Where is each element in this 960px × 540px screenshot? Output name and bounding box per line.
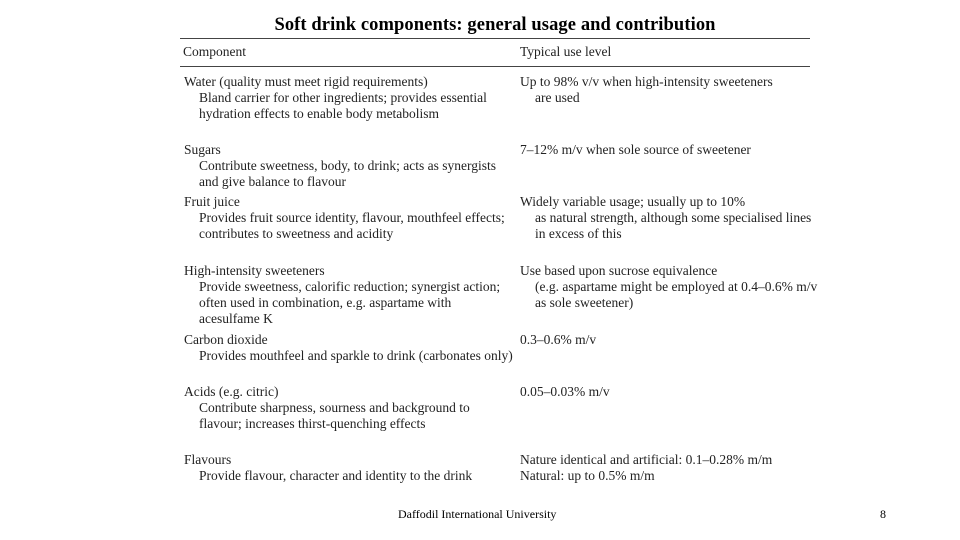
table-top-rule bbox=[180, 38, 810, 39]
use-level: 0.3–0.6% m/v bbox=[520, 332, 597, 347]
use-level-line2: Natural: up to 0.5% m/m bbox=[520, 468, 655, 483]
use-level: Nature identical and artificial: 0.1–0.28% m/m bbox=[520, 452, 773, 467]
use-level: Up to 98% v/v when high-intensity sweeteners bbox=[520, 74, 773, 89]
use-level-continued: as natural strength, although some specialised lines in excess of this bbox=[535, 210, 812, 241]
component-name: High-intensity sweeteners bbox=[184, 263, 325, 278]
use-level-continued: (e.g. aspartame might be employed at 0.4–0.6% m/v as sole sweetener) bbox=[535, 279, 818, 310]
component-description: Bland carrier for other ingredients; provides essential hydration effects to enable body metabolism bbox=[199, 90, 487, 121]
use-level: 7–12% m/v when sole source of sweetener bbox=[520, 142, 751, 157]
component-name: Sugars bbox=[184, 142, 221, 157]
component-description: Contribute sweetness, body, to drink; acts as synergists and give balance to flavour bbox=[199, 158, 496, 189]
header-use-level: Typical use level bbox=[520, 44, 612, 59]
header-component: Component bbox=[183, 44, 246, 59]
component-description: Contribute sharpness, sourness and background to flavour; increases thirst-quenching effects bbox=[199, 400, 470, 431]
component-name: Carbon dioxide bbox=[184, 332, 268, 347]
component-name: Flavours bbox=[184, 452, 232, 467]
component-name: Fruit juice bbox=[184, 194, 240, 209]
table-header-rule bbox=[180, 66, 810, 67]
component-description: Provides mouthfeel and sparkle to drink (carbonates only) bbox=[199, 348, 513, 363]
component-name: Acids (e.g. citric) bbox=[184, 384, 279, 399]
component-name: Water (quality must meet rigid requirements) bbox=[184, 74, 428, 89]
slide-title: Soft drink components: general usage and contribution bbox=[274, 15, 716, 35]
use-level: Widely variable usage; usually up to 10% bbox=[520, 194, 746, 209]
page-number: 8 bbox=[880, 507, 886, 521]
use-level-continued: are used bbox=[535, 90, 580, 105]
components-table bbox=[178, 38, 820, 500]
component-description: Provides fruit source identity, flavour, mouthfeel effects; contributes to sweetness and acidity bbox=[199, 210, 505, 241]
component-description: Provide sweetness, calorific reduction; synergist action; often used in combination, e.g. aspartame with acesulfame K bbox=[199, 279, 501, 326]
component-description: Provide flavour, character and identity to the drink bbox=[199, 468, 473, 483]
use-level: Use based upon sucrose equivalence bbox=[520, 263, 718, 278]
use-level: 0.05–0.03% m/v bbox=[520, 384, 610, 399]
footer-university: Daffodil International University bbox=[398, 507, 557, 521]
